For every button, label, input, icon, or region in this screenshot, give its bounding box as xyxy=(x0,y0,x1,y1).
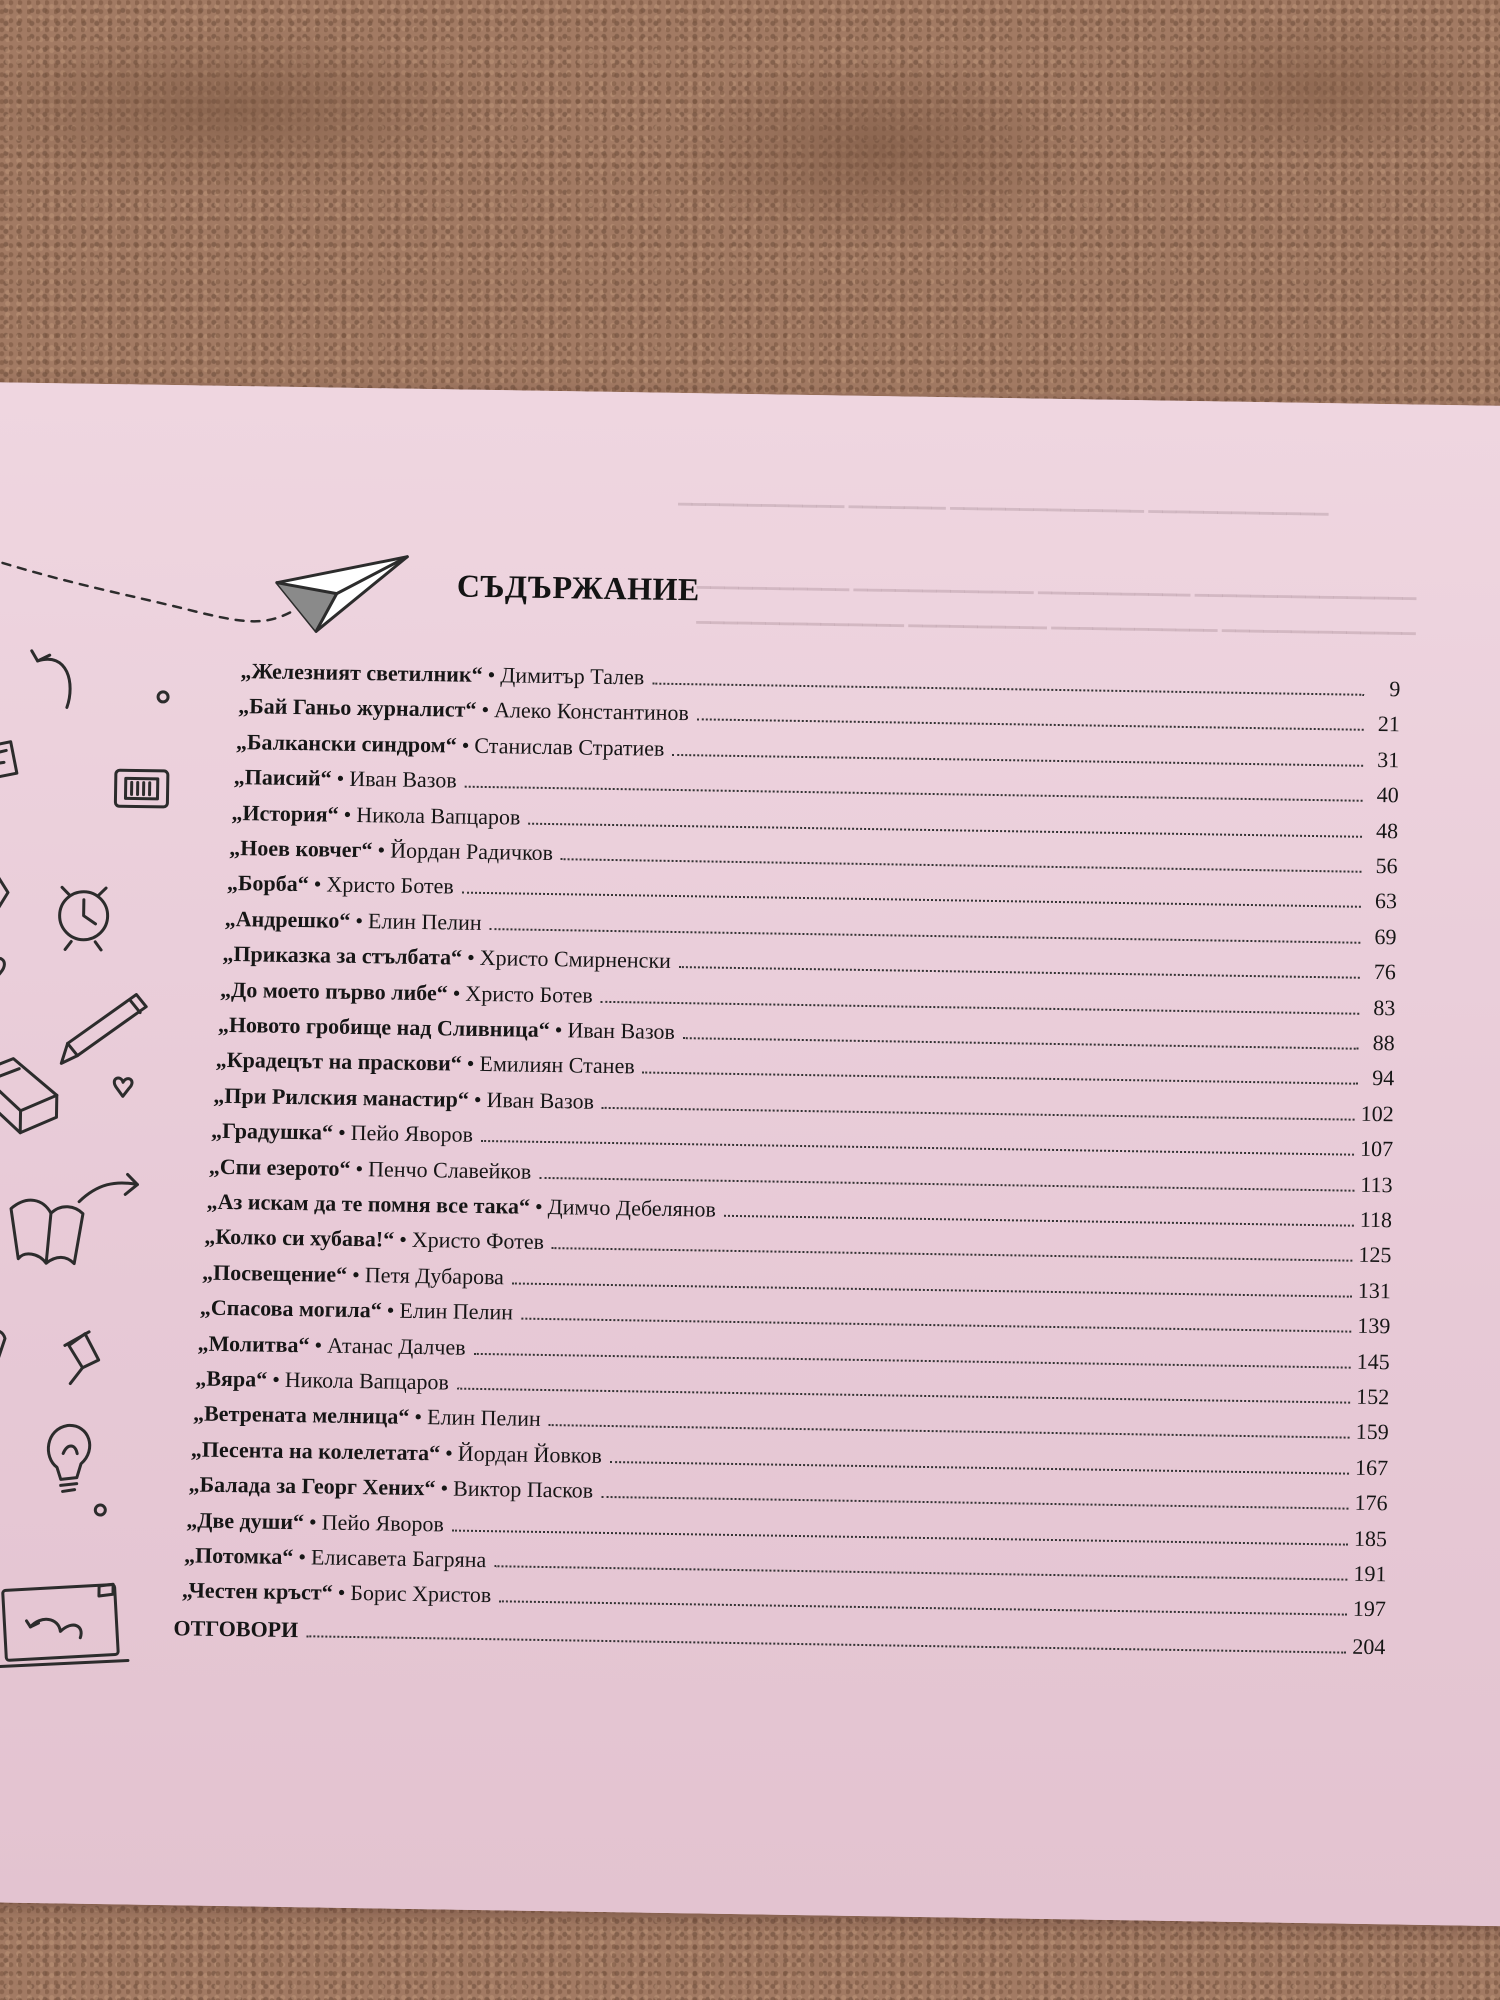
work-title: „Спи езерото“ xyxy=(208,1153,351,1181)
author-name: Елин Пелин xyxy=(426,1404,541,1432)
page-number: 159 xyxy=(1355,1419,1389,1445)
page-number: 88 xyxy=(1372,1029,1395,1056)
work-title: „Крадецът на праскови“ xyxy=(215,1047,462,1077)
page-number: 185 xyxy=(1353,1525,1388,1551)
dot-leader xyxy=(601,1496,1348,1510)
small-heart-icon xyxy=(114,1078,132,1097)
page-number: 139 xyxy=(1357,1312,1391,1339)
dot-leader xyxy=(552,1247,1352,1262)
work-title: „Молитва“ xyxy=(197,1330,310,1357)
work-title: „Приказка за стълбата“ xyxy=(222,941,463,970)
pencil-pen-icon xyxy=(0,1331,5,1397)
bullet-separator: • xyxy=(444,1440,453,1466)
bleed-through-text: ▁▁▁▁▁▁▁▁▁▁▁ ▁▁▁▁▁▁▁▁▁▁▁▁▁ ▁▁▁▁▁▁▁▁▁▁▁ ▁▁▁▁▁▁▁▁▁▁▁▁▁▁▁▁ xyxy=(696,568,1417,600)
author-name: Христо Фотев xyxy=(411,1227,545,1255)
bullet-separator: • xyxy=(355,907,364,933)
page-number: 63 xyxy=(1374,888,1398,914)
bullet-separator: • xyxy=(452,980,461,1006)
page-number: 9 xyxy=(1389,676,1401,702)
page-number: 69 xyxy=(1374,923,1397,950)
bullet-separator: • xyxy=(313,871,322,897)
dot-icon xyxy=(95,1505,105,1515)
carpet-background xyxy=(0,0,1500,400)
work-title: „Спасова могила“ xyxy=(199,1294,382,1323)
dot-leader xyxy=(672,754,1363,767)
author-name: Атанас Далчев xyxy=(327,1332,466,1360)
dot-leader xyxy=(462,892,1361,908)
dot-leader xyxy=(697,719,1364,731)
dot-leader xyxy=(724,1215,1354,1227)
pushpin-icon xyxy=(64,1331,99,1384)
work-title: „Посвещение“ xyxy=(201,1259,348,1287)
bullet-separator: • xyxy=(414,1404,423,1430)
curved-arrow-icon xyxy=(79,1174,137,1203)
dot-leader xyxy=(561,858,1362,873)
author-name: Елисавета Багряна xyxy=(310,1544,487,1573)
page-number: 125 xyxy=(1358,1242,1392,1268)
page-number: 102 xyxy=(1360,1100,1394,1127)
sticky-note-icon xyxy=(0,741,17,779)
author-name: Станислав Стратиев xyxy=(474,732,665,761)
work-title: „Вяра“ xyxy=(195,1365,268,1392)
author-name: Петя Дубарова xyxy=(364,1261,505,1290)
bullet-separator: • xyxy=(554,1017,563,1043)
page-number: 21 xyxy=(1377,711,1400,737)
page-number: 204 xyxy=(1352,1633,1386,1660)
work-title: „Ноев ковчег“ xyxy=(229,834,373,863)
dot-leader xyxy=(306,1635,1346,1653)
author-name: Димчо Дебелянов xyxy=(547,1194,717,1222)
bullet-separator: • xyxy=(386,1297,395,1323)
author-name: Йордан Радичков xyxy=(390,837,554,866)
paper-plane-icon xyxy=(276,555,407,633)
tablet-edge-icon xyxy=(0,852,9,922)
bullet-separator: • xyxy=(355,1155,364,1181)
author-name: Никола Вапцаров xyxy=(356,801,521,830)
work-title: „Новото гробище над Сливница“ xyxy=(217,1011,550,1043)
page-number: 107 xyxy=(1359,1135,1394,1162)
contents-heading: СЪДЪРЖАНИЕ xyxy=(456,567,701,608)
dot-leader xyxy=(549,1424,1350,1439)
page-number: 176 xyxy=(1354,1489,1388,1516)
work-title: „Балада за Георг Хених“ xyxy=(188,1471,436,1501)
alarm-clock-icon xyxy=(59,887,108,950)
books-icon xyxy=(0,1058,57,1133)
page-number: 113 xyxy=(1360,1171,1393,1197)
author-name: Йордан Йовков xyxy=(457,1440,603,1468)
work-title: „Честен кръст“ xyxy=(181,1577,333,1606)
bullet-separator: • xyxy=(337,1580,346,1606)
author-name: Пейо Яворов xyxy=(350,1120,474,1148)
author-name: Димитър Талев xyxy=(500,662,645,690)
bullet-separator: • xyxy=(466,1051,475,1077)
author-name: Алеко Константинов xyxy=(493,697,690,726)
work-title: „История“ xyxy=(231,799,339,827)
return-arrow-icon xyxy=(31,651,71,708)
page-number: 40 xyxy=(1376,782,1399,808)
bullet-separator: • xyxy=(377,837,386,863)
page-number: 167 xyxy=(1354,1454,1389,1481)
author-name: Христо Ботев xyxy=(465,980,593,1008)
author-name: Никола Вапцаров xyxy=(284,1366,450,1395)
bullet-separator: • xyxy=(487,662,496,688)
work-title: „Бай Ганьо журналист“ xyxy=(238,693,477,723)
page-number: 197 xyxy=(1352,1596,1387,1622)
work-title: „Песента на колелетата“ xyxy=(190,1436,441,1466)
open-book-icon xyxy=(10,1200,83,1264)
bullet-separator: • xyxy=(271,1366,281,1392)
author-name: Пенчо Славейков xyxy=(367,1155,532,1184)
author-name: Борис Христов xyxy=(350,1580,492,1608)
page-number: 118 xyxy=(1359,1206,1393,1233)
dot-leader xyxy=(494,1565,1347,1580)
pencil-icon xyxy=(61,993,146,1064)
dot-icon xyxy=(158,692,168,702)
bullet-separator: • xyxy=(481,697,490,723)
bleed-through-text: ▁▁▁▁▁▁▁▁▁▁▁▁▁▁▁ ▁▁▁▁▁▁▁▁▁▁ ▁▁▁▁▁▁▁▁▁▁▁▁ ▁▁▁▁▁▁▁▁▁▁▁▁▁▁ xyxy=(696,603,1417,635)
work-title: „Ветрената мелница“ xyxy=(192,1400,410,1430)
author-name: Пейо Яворов xyxy=(321,1509,445,1537)
page-number: 76 xyxy=(1373,959,1397,985)
bullet-separator: • xyxy=(466,944,475,971)
page-number: 152 xyxy=(1356,1383,1390,1410)
dashed-flight-path xyxy=(0,558,297,622)
bullet-separator: • xyxy=(473,1086,482,1112)
page-number: 94 xyxy=(1372,1065,1395,1091)
work-title: „Колко си хубава!“ xyxy=(204,1224,395,1253)
author-name: Емилиян Станев xyxy=(479,1051,635,1079)
e-reader-icon xyxy=(115,770,168,807)
work-title: „Андрешко“ xyxy=(224,905,351,933)
work-title: „Паисий“ xyxy=(233,764,332,791)
author-name: Елин Пелин xyxy=(367,907,482,935)
dot-leader xyxy=(499,1601,1347,1616)
dot-leader xyxy=(539,1176,1354,1191)
bullet-separator: • xyxy=(399,1227,408,1253)
page-number: 145 xyxy=(1356,1348,1390,1374)
author-name: Христо Смирненски xyxy=(479,945,672,974)
dot-leader xyxy=(473,1352,1350,1368)
bullet-separator: • xyxy=(298,1544,307,1570)
author-name: Христо Ботев xyxy=(326,871,454,899)
bullet-separator: • xyxy=(343,801,352,827)
bullet-separator: • xyxy=(534,1193,543,1219)
dot-leader xyxy=(481,1140,1354,1156)
dot-leader xyxy=(602,1107,1355,1121)
bullet-separator: • xyxy=(337,1119,346,1146)
dot-leader xyxy=(652,683,1364,696)
dot-leader xyxy=(643,1072,1359,1085)
author-name: Виктор Пасков xyxy=(452,1475,594,1503)
bullet-separator: • xyxy=(314,1331,323,1358)
page-number: 83 xyxy=(1373,994,1396,1020)
author-name: Елин Пелин xyxy=(399,1297,514,1325)
bullet-separator: • xyxy=(440,1475,449,1501)
bullet-separator: • xyxy=(308,1508,317,1535)
page-number: 48 xyxy=(1375,817,1399,843)
work-title: „Борба“ xyxy=(226,870,309,897)
page-number: 56 xyxy=(1375,852,1398,879)
dot-leader xyxy=(521,1318,1351,1333)
page-number: 131 xyxy=(1357,1277,1392,1304)
bullet-separator: • xyxy=(461,732,470,758)
dot-leader xyxy=(683,1037,1359,1050)
author-name: Иван Вазов xyxy=(349,766,457,793)
work-title: „Градушка“ xyxy=(210,1117,334,1145)
heart-icon xyxy=(0,958,4,982)
answers-label: ОТГОВОРИ xyxy=(173,1614,299,1642)
work-title: „Железният светилник“ xyxy=(240,658,483,687)
dot-leader xyxy=(465,786,1363,802)
work-title: „Потомка“ xyxy=(183,1542,294,1570)
dot-leader xyxy=(457,1388,1350,1404)
bleed-through-text: ▁▁▁▁▁▁▁▁▁▁▁▁ ▁▁▁▁▁▁▁ ▁▁▁▁▁▁▁▁▁▁▁▁▁▁ ▁▁▁▁▁▁▁▁▁▁▁▁▁ xyxy=(678,484,1329,516)
work-title: „Две души“ xyxy=(186,1506,305,1534)
lightbulb-icon xyxy=(48,1425,90,1492)
dot-leader xyxy=(452,1529,1348,1545)
work-title: „При Рилския манастир“ xyxy=(213,1082,470,1112)
author-name: Иван Вазов xyxy=(486,1086,595,1114)
dot-leader xyxy=(610,1461,1349,1475)
bullet-separator: • xyxy=(336,765,345,791)
page-number: 191 xyxy=(1353,1560,1387,1587)
dot-leader xyxy=(490,928,1361,944)
dot-leader xyxy=(679,966,1360,979)
dot-leader xyxy=(528,822,1362,837)
blackboard-icon xyxy=(0,1582,129,1668)
dot-leader xyxy=(512,1282,1352,1297)
bullet-separator: • xyxy=(351,1261,361,1287)
book-page xyxy=(0,382,1500,1926)
page-number: 31 xyxy=(1377,746,1400,773)
work-title: „До моето първо либе“ xyxy=(219,976,448,1006)
author-name: Иван Вазов xyxy=(567,1017,676,1044)
dot-leader xyxy=(601,1000,1360,1014)
work-title: „Балкански синдром“ xyxy=(235,728,457,758)
work-title: „Аз искам да те помня все така“ xyxy=(206,1188,531,1219)
